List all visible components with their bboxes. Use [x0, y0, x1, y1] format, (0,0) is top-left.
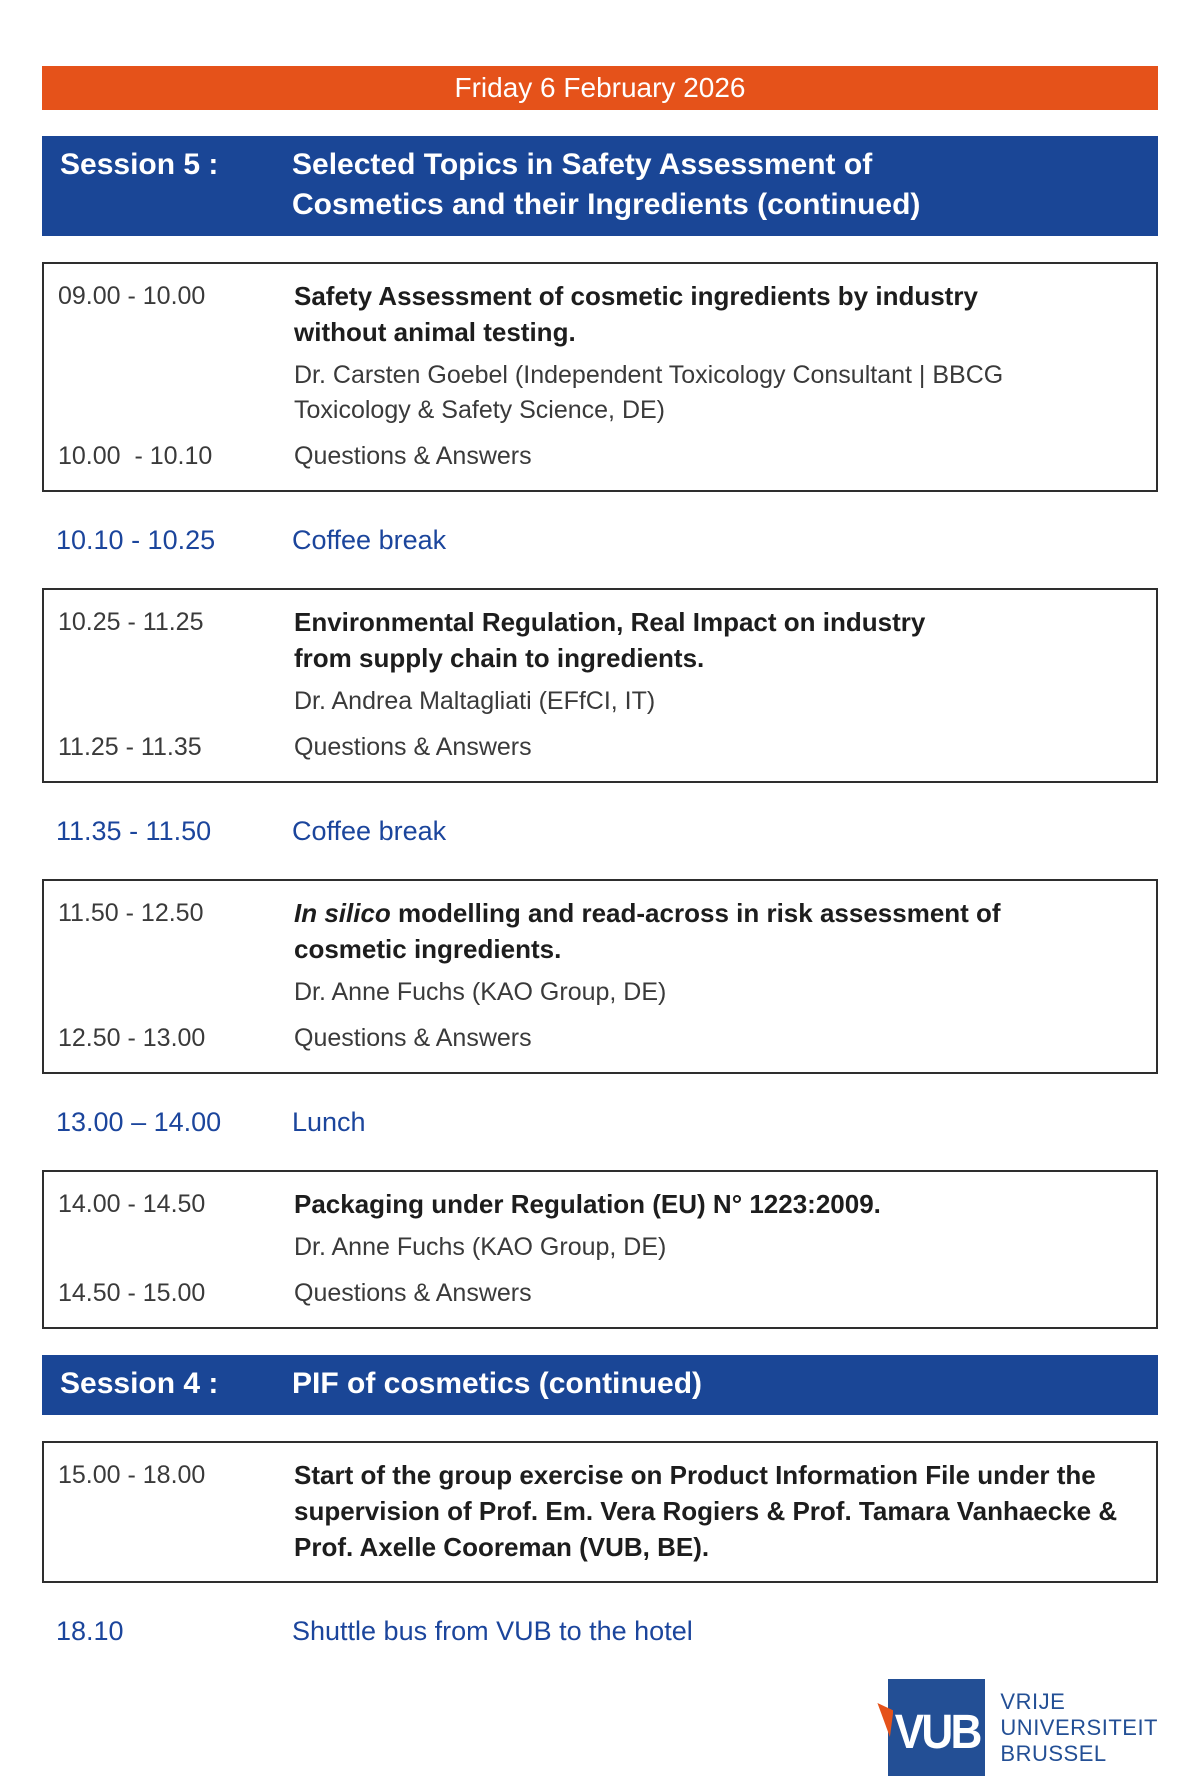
break-label: Shuttle bus from VUB to the hotel — [292, 1616, 693, 1646]
talk-title-line: cosmetic ingredients. — [294, 934, 562, 964]
session-5-title-line-2: Cosmetics and their Ingredients (continued) — [292, 188, 921, 221]
talk-row — [58, 604, 1140, 684]
talk-title — [294, 604, 1140, 676]
lunch-row — [42, 1104, 1158, 1140]
talk-speaker-line: Dr. Anne Fuchs (KAO Group, DE) — [294, 1233, 667, 1261]
talk-time: 09.00 - 10.00 — [58, 282, 206, 310]
vub-wordmark-line: VRIJE — [1000, 1688, 1066, 1714]
talk-title — [294, 1186, 1140, 1222]
break-time: 10.10 - 10.25 — [56, 525, 216, 555]
session-5-header — [42, 136, 1158, 236]
talk-title-line — [294, 895, 1140, 931]
vub-wordmark-line: UNIVERSITEIT — [1000, 1714, 1158, 1740]
coffee-break-row-2 — [42, 813, 1158, 849]
talk-title-line: without animal testing. — [294, 317, 576, 347]
talk-row — [58, 1186, 1140, 1230]
talk-box-packaging — [42, 1170, 1158, 1329]
talk-box-in-silico — [42, 879, 1158, 1074]
talk-title-line: from supply chain to ingredients. — [294, 643, 705, 673]
session-4-title-line-1: PIF of cosmetics (continued) — [292, 1367, 703, 1400]
talk-title-rest: modelling and read-across in risk assessment of — [390, 898, 1001, 928]
talk-speaker — [294, 1230, 1140, 1265]
vub-logo — [888, 1679, 1158, 1776]
talk-speaker-line: Dr. Andrea Maltagliati (EFfCI, IT) — [294, 687, 656, 715]
talk-title-line: Safety Assessment of cosmetic ingredients by industry — [294, 281, 978, 311]
coffee-break-row-1 — [42, 522, 1158, 558]
qa-time: 12.50 - 13.00 — [58, 1024, 206, 1052]
session-5-title — [292, 145, 1142, 225]
qa-label: Questions & Answers — [294, 442, 532, 470]
date-banner-label: Friday 6 February 2026 — [454, 72, 746, 103]
date-banner — [42, 66, 1158, 110]
break-time: 13.00 – 14.00 — [56, 1107, 222, 1137]
vub-logo-acronym: VUB — [894, 1706, 980, 1759]
session-5-label: Session 5 : — [60, 148, 219, 181]
talk-title — [294, 278, 1140, 350]
vub-wordmark-line: BRUSSEL — [1000, 1740, 1107, 1766]
talk-row — [58, 895, 1140, 975]
qa-row — [58, 729, 1140, 765]
talk-title-line: Start of the group exercise on Product Information File under the — [294, 1460, 1096, 1490]
talk-title — [294, 895, 1140, 967]
vub-logo-square — [888, 1679, 985, 1776]
talk-time: 10.25 - 11.25 — [58, 608, 204, 636]
talk-speaker-line: Dr. Carsten Goebel (Independent Toxicology Consultant | BBCG — [294, 361, 1004, 389]
qa-label: Questions & Answers — [294, 733, 532, 761]
vub-logo-wordmark — [1000, 1689, 1158, 1767]
qa-row — [58, 1020, 1140, 1056]
talk-row — [58, 1457, 1140, 1565]
break-time: 18.10 — [56, 1616, 124, 1646]
qa-time: 11.25 - 11.35 — [58, 733, 202, 761]
talk-time: 15.00 - 18.00 — [58, 1461, 206, 1489]
qa-row — [58, 438, 1140, 474]
talk-title-line: Prof. Axelle Cooreman (VUB, BE). — [294, 1532, 710, 1562]
talk-time: 11.50 - 12.50 — [58, 899, 204, 927]
session-4-label: Session 4 : — [60, 1367, 219, 1400]
talk-box-group-exercise — [42, 1441, 1158, 1583]
footer-logo-block — [42, 1679, 1158, 1776]
talk-speaker — [294, 358, 1140, 428]
talk-title-line: Packaging under Regulation (EU) N° 1223:2009. — [294, 1189, 881, 1219]
qa-label: Questions & Answers — [294, 1024, 532, 1052]
talk-time: 14.00 - 14.50 — [58, 1190, 206, 1218]
qa-time: 14.50 - 15.00 — [58, 1279, 206, 1307]
qa-time: 10.00 - 10.10 — [58, 442, 213, 470]
talk-speaker — [294, 975, 1140, 1010]
talk-speaker-line: Dr. Anne Fuchs (KAO Group, DE) — [294, 978, 667, 1006]
talk-row — [58, 278, 1140, 358]
qa-row — [58, 1275, 1140, 1311]
break-label: Coffee break — [292, 525, 447, 555]
talk-box-safety-assessment — [42, 262, 1158, 492]
shuttle-bus-row — [42, 1613, 1158, 1649]
break-time: 11.35 - 11.50 — [56, 816, 212, 846]
session-4-title — [292, 1364, 1142, 1404]
talk-title-italic: In silico — [294, 898, 391, 928]
vub-logo-orange-wedge-icon — [877, 1703, 893, 1737]
talk-title — [294, 1457, 1140, 1565]
talk-speaker — [294, 684, 1140, 719]
talk-title-line: Environmental Regulation, Real Impact on industry — [294, 607, 926, 637]
break-label: Coffee break — [292, 816, 447, 846]
session-4-header — [42, 1355, 1158, 1415]
session-5-title-line-1: Selected Topics in Safety Assessment of — [292, 148, 873, 181]
qa-label: Questions & Answers — [294, 1279, 532, 1307]
talk-title-line: supervision of Prof. Em. Vera Rogiers & Prof. Tamara Vanhaecke & — [294, 1496, 1118, 1526]
talk-box-environmental-regulation — [42, 588, 1158, 783]
talk-speaker-line: Toxicology & Safety Science, DE) — [294, 396, 665, 424]
break-label: Lunch — [292, 1107, 366, 1137]
